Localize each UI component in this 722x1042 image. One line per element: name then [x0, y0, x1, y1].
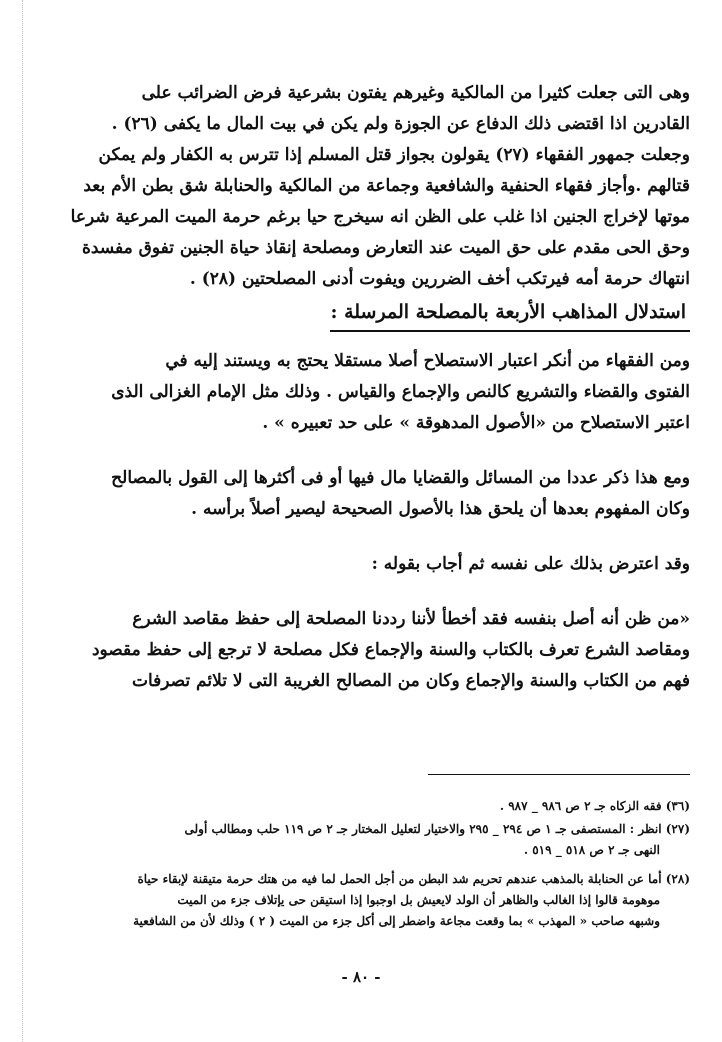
paragraph-necessity [64, 140, 690, 295]
footnote-line: (٢٨) أما عن الحنابلة بالمذهب عندهم تحريم شد البطن من أجل الحمل لما فيه من هتك حرمة متيقنة لإبقاء حياة [137, 872, 690, 886]
footnote-27 [70, 819, 690, 861]
footnote-line: النهى جـ ٢ ص ٥١٨ _ ٥١٩ . [523, 843, 660, 857]
paragraph-taxes [64, 78, 690, 140]
text-line: وقد اعترض بذلك على نفسه ثم أجاب بقوله : [371, 554, 690, 574]
text-line: ومن الفقهاء من أنكر اعتبار الاستصلاح أصلا مستقلا يحتج به ويستند إليه في [165, 351, 690, 371]
binding-margin-line [22, 0, 23, 1042]
text-line: قتالهم .وأجاز فقهاء الحنفية والشافعية وجماعة من المالكية والحنابلة شق بطن الأم بعد [83, 176, 690, 196]
paragraph-quote [64, 604, 690, 697]
footnote-36 [70, 796, 690, 817]
text-line: وحق الحى مقدم على حق الميت عند التعارض ومصلحة إنقاذ حياة الجنين تفوق مفسدة [82, 238, 690, 258]
footnote-line: وشبهه صاحب « المهذب » بما وقعت مجاعة واضطر إلى أكل جزء من الميت ( ٢ ) وذلك لأن من الشافعية [133, 914, 660, 928]
text-line: وكان المفهوم بعدها أن يلحق هذا بالأصول الصحيحة ليصير أصلاً برأسه . [191, 499, 690, 519]
text-line: القادرين اذا اقتضى ذلك الدفاع عن الجوزة ولم يكن في بيت المال ما يكفى (٢٦) . [111, 114, 690, 134]
footnote-line: موهومة قالوا إذا الغالب والظاهر أن الولد لايعيش بل اوجبوا إذا استيقن حى يإتلاف جزء من الميت [177, 893, 660, 907]
text-line: «من ظن أنه أصل بنفسه فقد أخطأ لأننا رددنا المصلحة إلى حفظ مقاصد الشرع [132, 609, 690, 629]
footnotes [70, 774, 690, 934]
paragraph-ghazali [64, 346, 690, 439]
text-line: موتها لإخراج الجنين اذا غلب على الظن انه سيخرج حيا برغم حرمة الميت المرعية شرعا [70, 207, 690, 227]
footnote-separator [428, 774, 690, 775]
main-text [64, 78, 690, 697]
text-line: اعتبر الاستصلاح من «الأصول المدهوقة » على حد تعبيره » . [262, 413, 690, 433]
text-line: ومقاصد الشرع تعرف بالكتاب والسنة والإجماع فكل مصلحة لا ترجع إلى حفظ مقصود [91, 640, 690, 660]
text-line: وهى التى جعلت كثيرا من المالكية وغيرهم يفتون بشرعية فرض الضرائب على [141, 83, 690, 103]
text-line: ومع هذا ذكر عددا من المسائل والقضايا مال فيها أو فى أكثرها إلى القول بالمصالح [111, 468, 690, 488]
text-line: فهم من الكتاب والسنة والإجماع وكان من المصالح الغريبة التى لا تلائم تصرفات [131, 671, 690, 691]
page-number: - ٨٠ - [341, 968, 381, 986]
section-heading: استدلال المذاهب الأربعة بالمصلحة المرسلة : [330, 297, 690, 332]
text-line: الفتوى والقضاء والتشريع كالنص والإجماع والقياس . وذلك مثل الإمام الغزالى الذى [111, 382, 690, 402]
text-line: وجعلت جمهور الفقهاء (٢٧) يقولون بجواز قتل المسلم إذا تترس به الكفار ولم يمكن [98, 145, 690, 165]
paragraph-objection [64, 549, 690, 580]
footnote-line: (٢٧) انظر : المستصفى جـ ١ ص ٢٩٤ _ ٢٩٥ والاختيار لتعليل المختار جـ ٢ ص ١١٩ حلب ومطالب أولى [184, 822, 690, 836]
text-line: انتهاك حرمة أمه فيرتكب أخف الضررين ويفوت أدنى المصلحتين (٢٨) . [189, 269, 690, 289]
footnote-28 [70, 869, 690, 932]
paragraph-issues [64, 463, 690, 525]
footnote-line: (٣٦) فقه الزكاه جـ ٢ ص ٩٨٦ _ ٩٨٧ . [499, 799, 690, 813]
